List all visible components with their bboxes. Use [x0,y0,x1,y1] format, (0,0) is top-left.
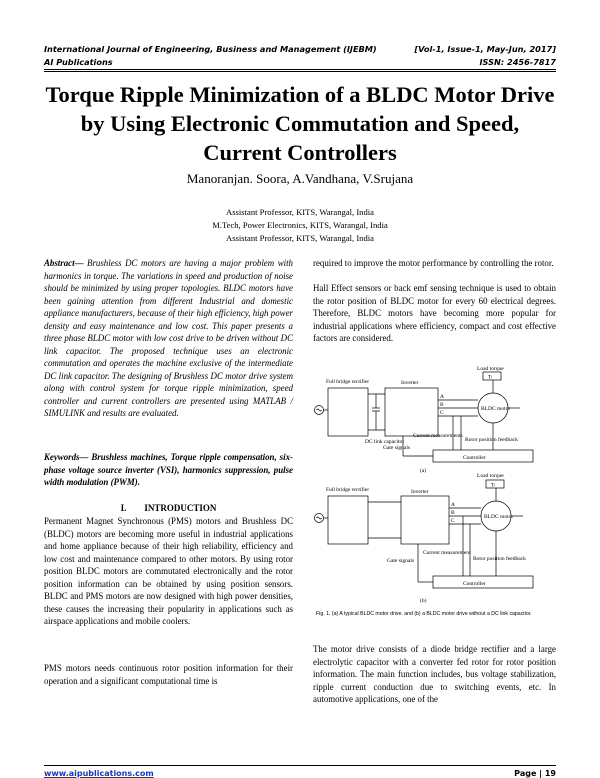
abstract-text: Brushless DC motors are having a major problem with harmonics in torque. The variations in speed and production of noise should be minimized by using proper topologies. BLDC motors have been gaining attention from different Industrial and domestic appliance manufacturers, because of their high efficiency, high power density and easy maintenance and low cost. This paper presents a three phase BLDC motor with low cost drive to be driven without DC link capacitor. The proposed technique uses an electronic commutation and operates the machine exclusive of the intermediate DC link capacitor. The designing of Brushless DC motor drive system along with control system for torque ripple minimization, speed controller and current controllers are presented using MATLAB / SIMULINK and results are evaluated. [44,258,293,418]
abstract-label: Abstract— [44,258,84,268]
phase-c-label-a: C [440,410,444,416]
affiliation-2: M.Tech, Power Electronics, KITS, Warangal, India [212,220,388,230]
publisher-website-link[interactable]: www.aipublications.com [44,769,154,778]
figure-1 [313,366,556,612]
inverter-label-a: Inverter [401,380,419,386]
controller-label-a: Controller [463,455,486,461]
section-heading-introduction: I. INTRODUCTION [120,503,217,513]
inverter-label-b: Inverter [411,489,429,495]
motor-drive-diagram [313,366,556,612]
authors: Manoranjan. Soora, A.Vandhana, V.Srujana [186,171,414,186]
phase-b-label-b: B [451,510,455,516]
subfigure-label-a: (a) [420,468,427,474]
volume-info: [Vol-1, Issue-1, May-Jun, 2017] [414,44,556,54]
motor-label-a: BLDC motor [481,406,511,412]
gate-label-a: Gate signals [383,445,411,451]
phase-c-label-b: C [451,518,455,524]
load-torque-label-b: Load torque [477,473,504,479]
gate-label-b: Gate signals [387,558,415,564]
intro-paragraph-1: Permanent Magnet Synchronous (PMS) motors and Brushless DC (BLDC) motors are becoming more useful in industrial applications and home appliance because of their high reliability, efficiency and low cost and maintenance compared to other motors. By using rotor position BLDC motors are commutated electronically and the rotor position information can be obtained by using position sensors. BLDC and PMS motors are now designed with high power densities, these causes the increasing their popularity in applications such as airspace applications and mobile coolers. [44,516,293,626]
right-paragraph-2: Hall Effect sensors or back emf sensing technique is used to obtain the rotor position of BLDC motor for every 60 electrical degrees. Therefore, BLDC motors have becoming more popular for industrial applications where efficiency, compact and cost effective factors are considered. [313,283,556,343]
intro-paragraph-2: PMS motors needs continuous rotor position information for their operation and a significant computational time is [44,663,293,686]
right-paragraph-1: required to improve the motor performance by controlling the rotor. [313,258,554,268]
current-label-a: Current measurements [413,433,463,439]
header-rule-2 [44,71,556,72]
tl-label-a: Tₗ [488,374,493,381]
footer-rule [44,765,556,766]
issn: ISSN: 2456-7817 [479,57,556,67]
current-label-b: Current measurement [423,550,471,556]
subfigure-label-b: (b) [420,598,427,604]
header-rule [44,69,556,70]
figure-caption: Fig. 1. (a) A typical BLDC motor drive. and (b) a BLDC motor drive without a DC link capacitor. [316,611,532,617]
keywords-label: Keywords— [44,452,89,462]
keywords-text: Brushless machines, Torque ripple compensation, six-phase voltage source inverter (VSI), harmonics suppression, pulse width modulation (PWM). [44,452,293,487]
rectifier-label-b: Full bridge rectifier [326,487,370,493]
right-paragraph-3: The motor drive consists of a diode bridge rectifier and a large electrolytic capacitor with a converter fed rotor for rotor position information. The main function includes, bus voltage stabilization, ripple current conduction due to switching events, etc. In automotive applications, one of the [313,644,556,704]
controller-label-b: Controller [463,581,486,587]
phase-a-label-a: A [440,394,444,400]
load-torque-label-a: Load torque [477,366,504,372]
affiliation-3: Assistant Professor, KITS, Warangal, India [226,233,374,243]
motor-label-b: BLDC motor [484,514,514,520]
feedback-label-a: Rotor position feedback [465,437,518,443]
phase-a-label-b: A [451,502,455,508]
keywords [44,451,293,489]
rectifier-label-a: Full bridge rectifier [326,379,370,385]
phase-b-label-a: B [440,402,444,408]
paper-title: Torque Ripple Minimization of a BLDC Motor Drive by Using Electronic Commutation and Speed, Current Controllers [45,82,555,165]
publisher-name: AI Publications [44,57,113,67]
affiliation-1: Assistant Professor, KITS, Warangal, India [226,207,374,217]
feedback-label-b: Rotor position feedback [473,556,526,562]
tl-label-b: Tₗ [491,482,496,489]
abstract [44,257,293,420]
journal-name: International Journal of Engineering, Business and Management (IJEBM) [44,44,377,54]
page-number: Page | 19 [514,769,556,778]
dclink-label-a: DC link capacitor [365,439,405,445]
